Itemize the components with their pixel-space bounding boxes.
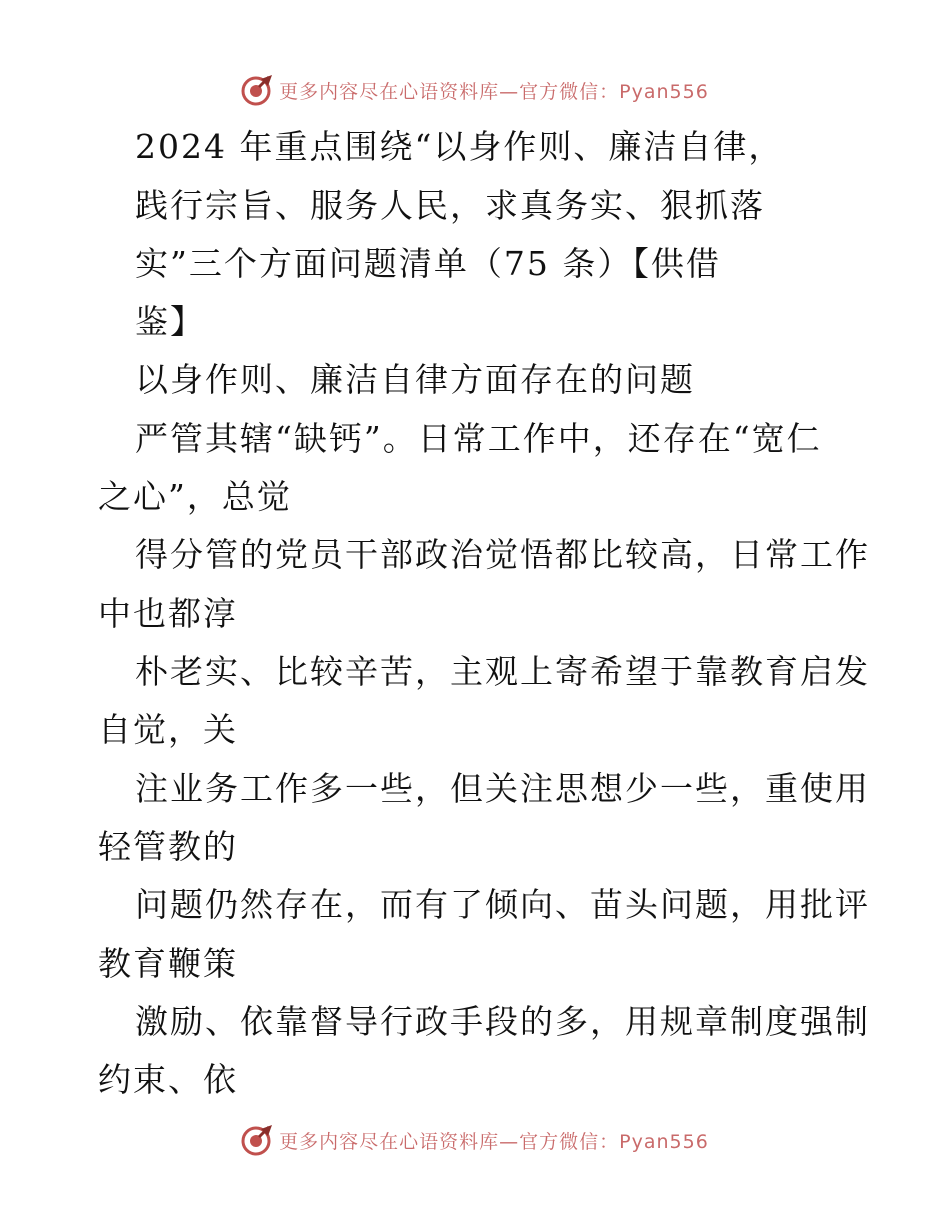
body-line: 之心”，总觉 (98, 477, 292, 516)
document-title-line-3: 实”三个方面问题清单（75 条）【供借 (135, 244, 721, 283)
body-line: 教育鞭策 (98, 944, 238, 983)
pen-circle-logo-icon (241, 1123, 275, 1157)
body-line: 得分管的党员干部政治觉悟都比较高，日常工作 (135, 535, 870, 574)
document-title-line-4: 鉴】 (135, 302, 205, 341)
watermark-banner-bottom (0, 1120, 950, 1160)
body-line: 自觉，关 (98, 710, 238, 749)
body-line: 严管其辖“缺钙”。日常工作中，还存在“宽仁 (135, 419, 822, 458)
document-title-line-2: 践行宗旨、服务人民，求真务实、狠抓落 (135, 186, 765, 225)
body-line: 约束、依 (98, 1060, 238, 1099)
body-line: 朴老实、比较辛苦，主观上寄希望于靠教育启发 (135, 652, 870, 691)
body-line: 轻管教的 (98, 827, 238, 866)
document-title-line-1: 2024 年重点围绕“以身作则、廉洁自律， (135, 127, 784, 166)
watermark-banner-top (0, 70, 950, 110)
body-line: 激励、依靠督导行政手段的多，用规章制度强制 (135, 1002, 870, 1041)
watermark-text: 更多内容尽在心语资料库—官方微信：Pyan556 (279, 80, 709, 103)
body-line: 中也都淳 (98, 594, 238, 633)
pen-circle-logo-icon (241, 73, 275, 107)
body-line: 注业务工作多一些，但关注思想少一些，重使用 (135, 769, 870, 808)
section-heading: 以身作则、廉洁自律方面存在的问题 (135, 360, 695, 399)
body-line: 问题仍然存在，而有了倾向、苗头问题，用批评 (135, 885, 870, 924)
watermark-text: 更多内容尽在心语资料库—官方微信：Pyan556 (279, 1130, 709, 1153)
